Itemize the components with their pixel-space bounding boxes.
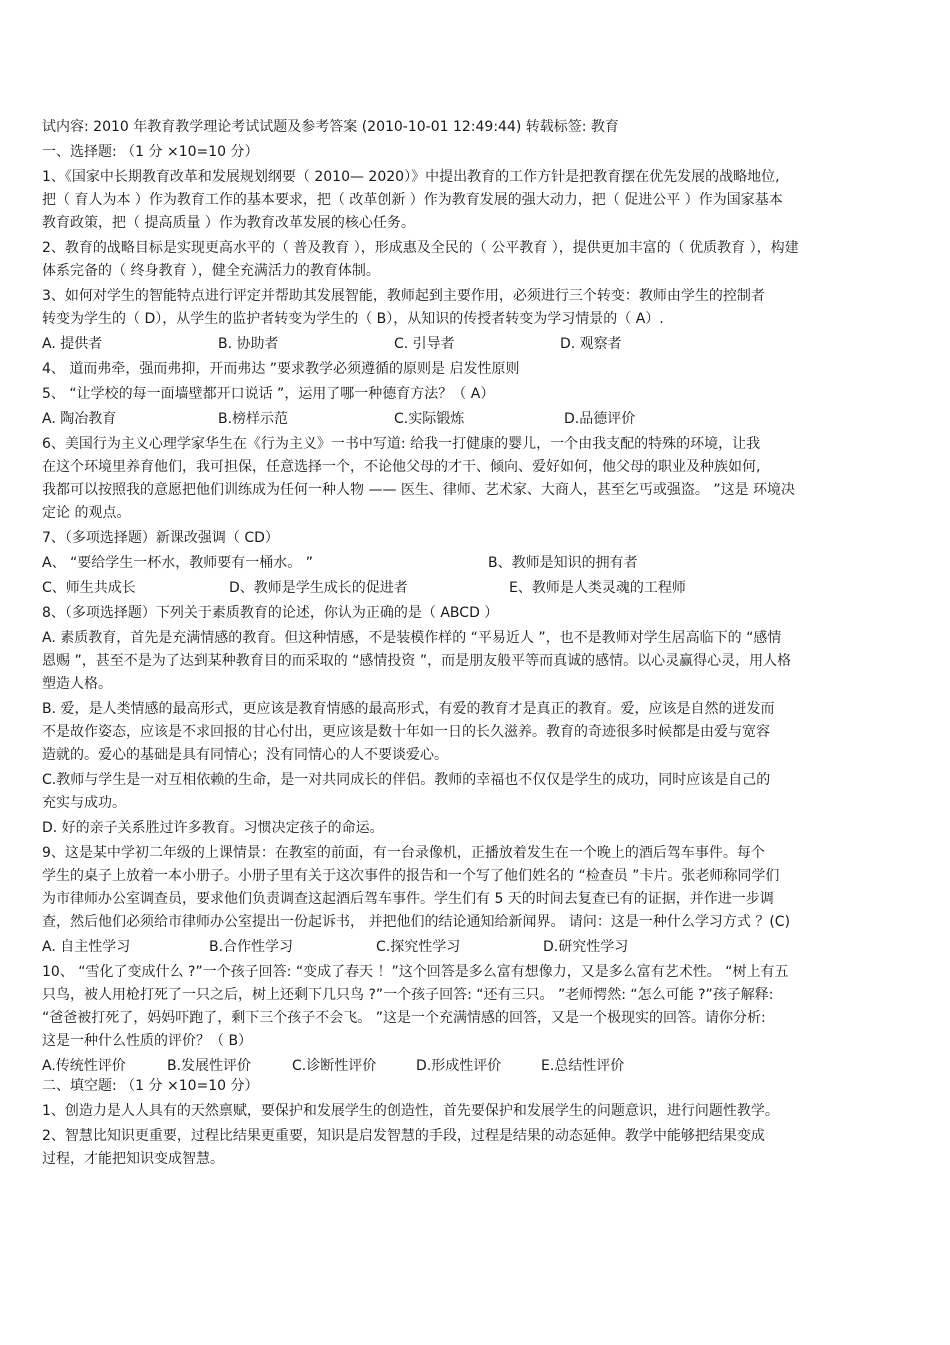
question-4: 4、 道而弗牵，强而弗抑，开而弗达 ”要求教学必须遵循的原则是 启发性原则 xyxy=(42,361,520,377)
q8c-line: C.教师与学生是一对互相依赖的生命，是一对共同成长的伴侣。教师的幸福也不仅仅是学生的成功，同时应该是自己的 xyxy=(42,772,771,788)
question-5: 5、 “让学校的每一面墙壁都开口说话 ”，运用了哪一种德育方法？（ A） xyxy=(42,386,495,402)
q2-line: 体系完备的（ 终身教育 ），健全充满活力的教育体制。 xyxy=(42,263,380,279)
q7-option-d: D、教师是学生成长的促进者 xyxy=(229,580,408,596)
q10-line: “爸爸被打死了，妈妈吓跑了，剩下三个孩子不会飞。 ”这是一个充满情感的回答，又是一个极现实的回答。请你分析: xyxy=(42,1010,766,1026)
q2-line: 2、教育的战略目标是实现更高水平的（ 普及教育 ），形成惠及全民的（ 公平教育 ），提供更加丰富的（ 优质教育 ），构建 xyxy=(42,240,799,256)
header-line: 试内容: 2010 年教育教学理论考试试题及参考答案 (2010-10-01 12:49:44) 转载标签: 教育 xyxy=(42,119,619,135)
q10-option-e: E.总结性评价 xyxy=(541,1058,625,1074)
q8-option-d: D. 好的亲子关系胜过许多教育。习惯决定孩子的命运。 xyxy=(42,820,384,836)
q3-line: 转变为学生的（ D），从学生的监护者转变为学生的（ B），从知识的传授者转变为学习情景的（ A）. xyxy=(42,311,664,327)
q9-option-a: A. 自主性学习 xyxy=(42,939,131,955)
q9-line: 9、这是某中学初二年级的上课情景：在教室的前面，有一台录像机，正播放着发生在一个晚上的酒后驾车事件。每个 xyxy=(42,845,765,861)
q8b-line: 不是故作姿态，应该是不求回报的甘心付出，更应该是数十年如一日的长久滋养。教育的奇迹很多时候都是由爱与宽容 xyxy=(42,724,770,740)
q7-option-b: B、教师是知识的拥有者 xyxy=(488,555,638,571)
q5-option-d: D.品德评价 xyxy=(564,411,636,427)
q6-line: 在这个环境里养育他们，我可担保，任意选择一个，不论他父母的才干、倾向、爱好如何，他父母的职业及种族如何, xyxy=(42,459,761,475)
q8a-line: A. 素质教育，首先是充满情感的教育。但这种情感，不是装模作样的 “平易近人 ”，也不是教师对学生居高临下的 “感情 xyxy=(42,630,782,646)
q6-line: 6、美国行为主义心理学家华生在《行为主义》一书中写道: 给我一打健康的婴儿，一个由我支配的特殊的环境，让我 xyxy=(42,436,761,452)
q9-line: 为市律师办公室调查员，要求他们负责调查这起酒后驾车事件。学生们有 5 天的时间去复查已有的证据，并作进一步调 xyxy=(42,891,774,907)
q9-options xyxy=(42,938,914,956)
question-3 xyxy=(42,287,914,328)
q8b-line: 造就的。爱心的基础是具有同情心；没有同情心的人不要谈爱心。 xyxy=(42,747,448,763)
q3-options xyxy=(42,335,914,353)
section1-title: 一、选择题: （1 分 ×10=10 分） xyxy=(42,144,259,160)
f2-line: 过程，才能把知识变成智慧。 xyxy=(42,1151,224,1167)
q3-line: 3、如何对学生的智能特点进行评定并帮助其发展智能，教师起到主要作用，必须进行三个转变：教师由学生的控制者 xyxy=(42,288,765,304)
q9-option-c: C.探究性学习 xyxy=(376,939,461,955)
q9-option-b: B.合作性学习 xyxy=(209,939,294,955)
q1-line: 教育政策，把（ 提高质量 ）作为教育改革发展的核心任务。 xyxy=(42,215,415,231)
q8b-line: B. 爱，是人类情感的最高形式，更应该是教育情感的最高形式，有爱的教育才是真正的教育。爱，应该是自然的迸发而 xyxy=(42,701,775,717)
q10-option-a: A.传统性评价 xyxy=(42,1058,126,1074)
q7-options-row2 xyxy=(42,579,914,597)
q10-option-d: D.形成性评价 xyxy=(416,1058,502,1074)
q7-option-e: E、教师是人类灵魂的工程师 xyxy=(509,580,686,596)
question-8: 8、（多项选择题）下列关于素质教育的论述，你认为正确的是（ ABCD ） xyxy=(42,605,499,621)
q8a-line: 塑造人格。 xyxy=(42,676,112,692)
q10-option-b: B.发展性评价 xyxy=(167,1058,252,1074)
q8a-line: 恩赐 ”，甚至不是为了达到某种教育目的而采取的 “感情投资 ”，而是朋友般平等而真诚的感情。以心灵赢得心灵，用人格 xyxy=(42,653,792,669)
fill-2 xyxy=(42,1127,914,1168)
q6-line: 定论 的观点。 xyxy=(42,505,131,521)
q10-line: 只鸟，被人用枪打死了一只之后，树上还剩下几只鸟 ?”一个孩子回答: “还有三只。 ”老师愕然: “怎么可能 ?”孩子解释: xyxy=(42,987,774,1003)
fill-1: 1、创造力是人人具有的天然禀赋，要保护和发展学生的创造性，首先要保护和发展学生的问题意识，进行问题性教学。 xyxy=(42,1103,779,1119)
q1-line: 把（ 育人为本 ）作为教育工作的基本要求，把（ 改革创新 ）作为教育发展的强大动力，把（ 促进公平 ）作为国家基本 xyxy=(42,192,783,208)
question-10 xyxy=(42,963,914,1050)
q7-option-a: A、 “要给学生一杯水，教师要有一桶水。 ” xyxy=(42,555,313,571)
q3-option-a: A. 提供者 xyxy=(42,336,103,352)
q5-option-c: C.实际锻炼 xyxy=(394,411,465,427)
document-page xyxy=(42,118,914,1168)
q3-option-c: C. 引导者 xyxy=(394,336,455,352)
q3-option-b: B. 协助者 xyxy=(218,336,279,352)
section2-title: 二、填空题: （1 分 ×10=10 分） xyxy=(42,1078,259,1094)
q9-line: 查，然后他们必须给市律师办公室提出一份起诉书， 并把他们的结论通知给新闻界。 请问：这是一种什么学习方式 ？(C) xyxy=(42,914,791,930)
q8-option-c xyxy=(42,771,914,812)
q3-option-d: D. 观察者 xyxy=(560,336,622,352)
q10-option-c: C.诊断性评价 xyxy=(292,1058,377,1074)
question-7: 7、（多项选择题）新课改强调（ CD） xyxy=(42,530,279,546)
q10-line: 10、 “雪化了变成什么 ?”一个孩子回答: “变成了春天 ！”这个回答是多么富有想像力，又是多么富有艺术性。 “树上有五 xyxy=(42,964,789,980)
question-6 xyxy=(42,435,914,522)
q5-options xyxy=(42,410,914,428)
q8c-line: 充实与成功。 xyxy=(42,795,126,811)
q10-options xyxy=(42,1057,914,1075)
q5-option-b: B.榜样示范 xyxy=(218,411,289,427)
q7-options-row1 xyxy=(42,554,914,572)
q9-line: 学生的桌子上放着一本小册子。小册子里有关于这次事件的报告和一个写了他们姓名的 “检查员 ”卡片。张老师称同学们 xyxy=(42,868,780,884)
q5-option-a: A. 陶冶教育 xyxy=(42,411,117,427)
question-9 xyxy=(42,844,914,931)
q8-option-a xyxy=(42,629,914,693)
q9-option-d: D.研究性学习 xyxy=(543,939,629,955)
q7-option-c: C、师生共成长 xyxy=(42,580,136,596)
q8-option-b xyxy=(42,700,914,764)
question-2 xyxy=(42,239,914,280)
f2-line: 2、智慧比知识更重要，过程比结果更重要，知识是启发智慧的手段，过程是结果的动态延伸。教学中能够把结果变成 xyxy=(42,1128,765,1144)
q6-line: 我都可以按照我的意愿把他们训练成为任何一种人物 —— 医生、律师、艺术家、大商人，甚至乞丐或强盗。 ”这是 环境决 xyxy=(42,482,796,498)
question-1 xyxy=(42,168,914,232)
q10-line: 这是一种什么性质的评价？（ B） xyxy=(42,1033,253,1049)
q1-line: 1、《国家中长期教育改革和发展规划纲要（ 2010— 2020）》中提出教育的工作方针是把教育摆在优先发展的战略地位, xyxy=(42,169,780,185)
